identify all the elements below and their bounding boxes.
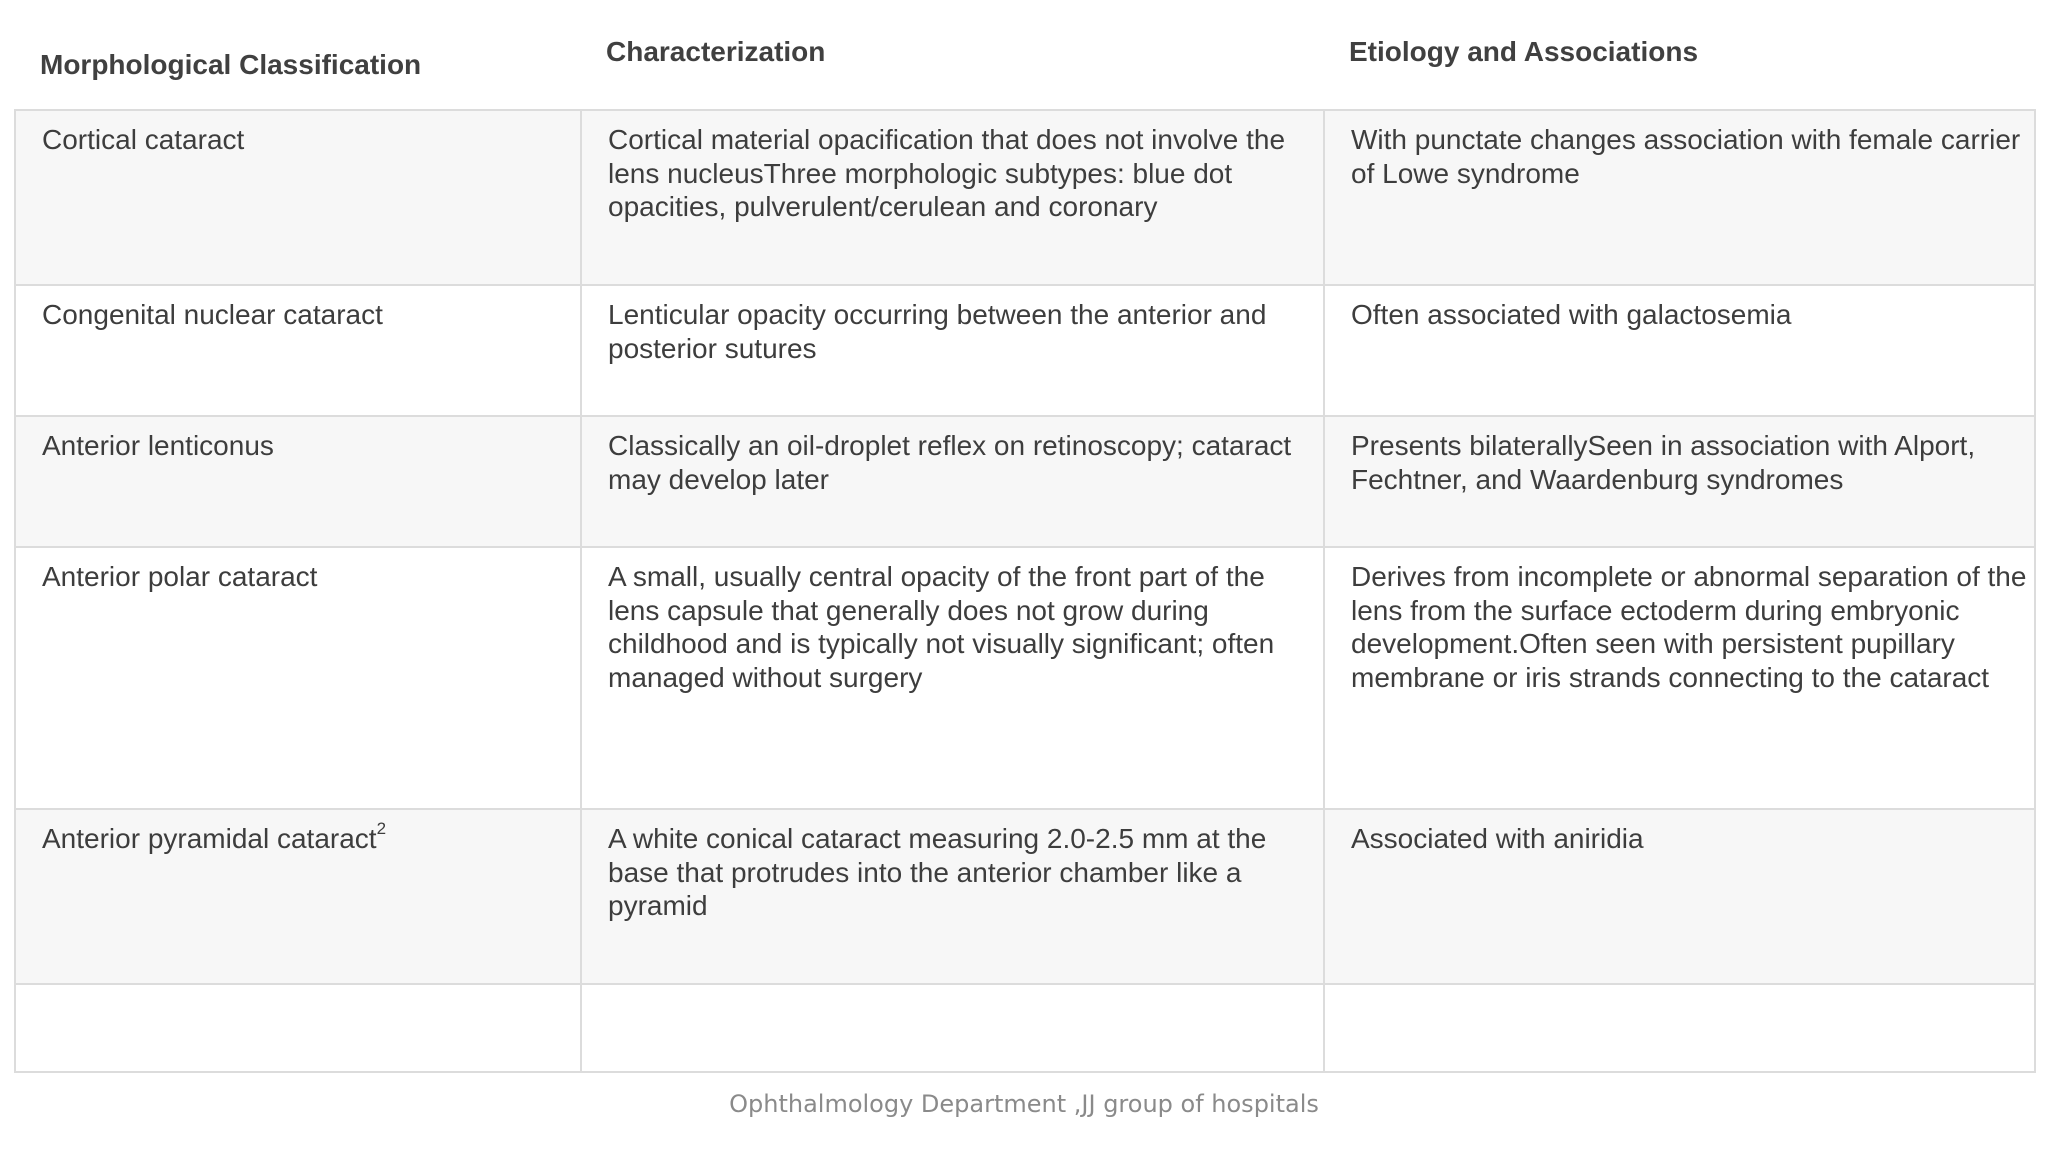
row-characterization: A white conical cataract measuring 2.0-2.5 mm at the base that protrudes into the anterior chamber like a pyramid — [608, 823, 1267, 921]
row-classification: Anterior lenticonus — [42, 430, 274, 461]
row-classification: Congenital nuclear cataract — [42, 299, 383, 330]
row-etiology: Presents bilaterallySeen in association with Alport, Fechtner, and Waardenburg syndromes — [1351, 430, 1976, 495]
row-etiology: With punctate changes association with female carrier of Lowe syndrome — [1351, 124, 2021, 189]
row-characterization: Lenticular opacity occurring between the anterior and posterior sutures — [608, 299, 1267, 364]
classification-table — [14, 109, 2036, 1073]
table-row — [16, 417, 2034, 548]
column-divider — [1323, 111, 1325, 1071]
footer-department: Ophthalmology Department ,JJ group of hospitals — [729, 1090, 1319, 1118]
row-characterization: Classically an oil-droplet reflex on retinoscopy; cataract may develop later — [608, 430, 1292, 495]
row-etiology: Derives from incomplete or abnormal separation of the lens from the surface ectoderm during embryonic development.Often seen with persistent pupillary membrane or iris strands connecting to the cataract — [1351, 561, 2027, 693]
table-row — [16, 111, 2034, 286]
table-row — [16, 985, 2034, 1073]
row-characterization: A small, usually central opacity of the front part of the lens capsule that generally does not grow during childhood and is typically not visually significant; often managed without surgery — [608, 561, 1275, 693]
row-classification: Anterior polar cataract — [42, 561, 318, 592]
row-classification: Cortical cataract — [42, 124, 245, 155]
column-divider — [580, 111, 582, 1071]
row-characterization: Cortical material opacification that does not involve the lens nucleusThree morphologic subtypes: blue dot opacities, pulverulent/cerulean and coronary — [608, 124, 1286, 222]
header-characterization: Characterization — [606, 36, 826, 67]
citation-superscript: 2 — [376, 819, 387, 838]
row-classification — [42, 819, 572, 856]
row-classification-text: Anterior pyramidal cataract — [42, 823, 377, 854]
table-row — [16, 810, 2034, 985]
row-etiology: Often associated with galactosemia — [1351, 299, 1792, 330]
header-etiology-associations: Etiology and Associations — [1349, 36, 1699, 67]
row-etiology: Associated with aniridia — [1351, 823, 1644, 854]
table-row — [16, 286, 2034, 417]
header-morphological-classification: Morphological Classification — [40, 49, 422, 80]
table-row — [16, 548, 2034, 810]
